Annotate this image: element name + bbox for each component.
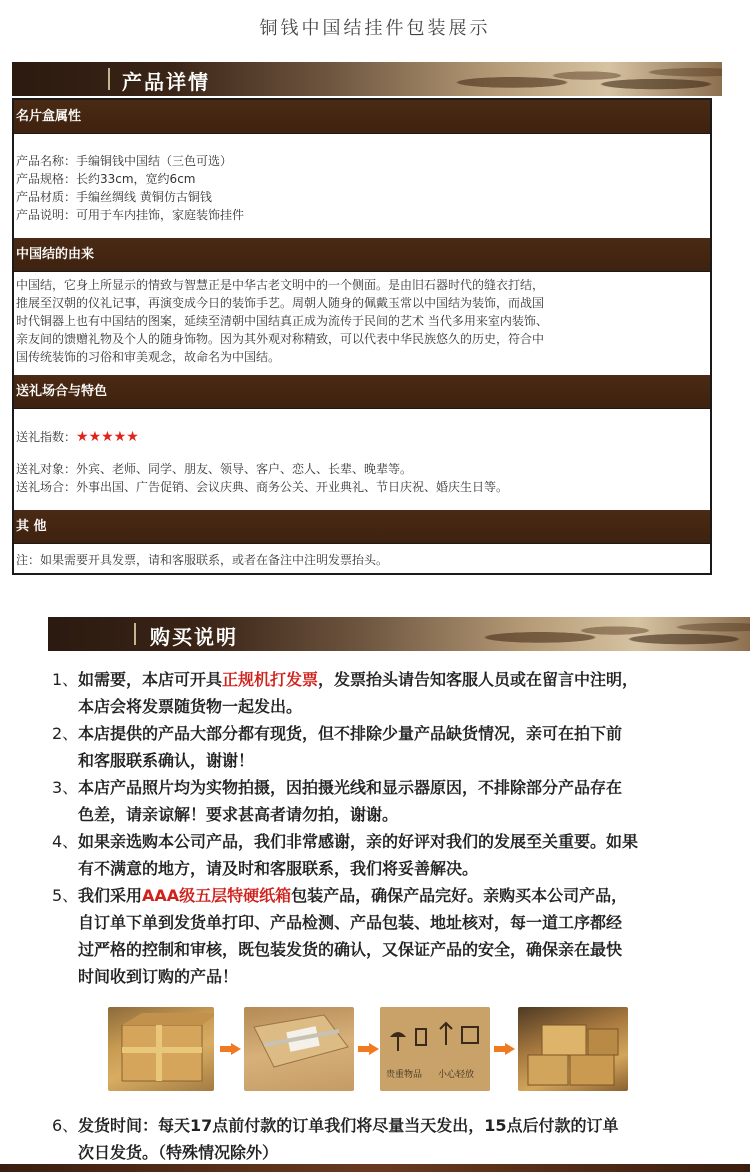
- origin-line: 国传统装饰的习俗和审美观念，故命名为中国结。: [16, 350, 281, 364]
- packaging-photo-strip: [108, 1007, 648, 1091]
- note-number: 6、: [52, 1116, 79, 1135]
- fragile-label: 贵重物品: [386, 1070, 423, 1080]
- other-body: [16, 551, 706, 569]
- origin-line: 中国结，它身上所显示的情致与智慧正是中华古老文明中的一个侧面。是由旧石器时代的缝衣打结，: [16, 278, 545, 292]
- rating-stars-icon: ★★★★★: [76, 429, 139, 445]
- attributes-body: [16, 152, 706, 224]
- invoice-note: 注：如果需要开具发票，请和客服联系，或者在备注中注明发票抬头。: [16, 553, 389, 567]
- note-text: 次日发货。（特殊情况除外）: [78, 1143, 279, 1162]
- gift-line: 送礼场合：外事出国、广告促销、会议庆典、商务公关、开业典礼、节日庆祝、婚庆生日等。: [16, 480, 509, 494]
- note-text: 过严格的控制和审核，既包装发货的确认，又保证产品的安全，确保亲在最快: [78, 940, 623, 959]
- carton-side-photo: [380, 1007, 490, 1091]
- gift-index-row: [16, 428, 706, 446]
- shipping-label-illustration: [244, 1007, 354, 1091]
- purchase-note-3: [52, 774, 732, 828]
- note-text: ，发票抬头请告知客服人员或在留言中注明，: [318, 670, 639, 689]
- banner-decoration: [450, 617, 750, 651]
- gift-index-label: 送礼指数：: [16, 430, 77, 444]
- attr-line: 产品材质：手编丝绸线 黄铜仿古铜钱: [16, 190, 212, 204]
- note-text: 时间收到订购的产品！: [78, 967, 239, 986]
- purchase-note-1: [52, 666, 732, 720]
- arrow-right-icon: [358, 1043, 380, 1055]
- note-text: 本店产品照片均为实物拍摄，因拍摄光线和显示器原因，不排除部分产品存在: [78, 778, 623, 797]
- arrow-right-icon: [220, 1043, 242, 1055]
- note-number: 2、: [52, 724, 79, 743]
- purchase-notes-list-continued: [52, 1112, 732, 1166]
- invoice-highlight: 正规机打发票: [222, 670, 319, 689]
- banner-decoration: [422, 62, 722, 96]
- note-number: 3、: [52, 778, 79, 797]
- origin-line: 推展至汉朝的仪礼记事，再演变成今日的装饰手艺。周朝人随身的佩戴玉常以中国结为装饰，而战国: [16, 296, 545, 310]
- note-text: 和客服联系确认，谢谢！: [78, 751, 255, 770]
- note-number: 4、: [52, 832, 79, 851]
- bottom-border: [0, 1164, 750, 1172]
- note-text: 自订单下单到发货单打印、产品检测、产品包装、地址核对，每一道工序都经: [78, 913, 623, 932]
- section-heading-attributes: 名片盒属性: [14, 100, 710, 134]
- product-detail-banner: [12, 62, 722, 96]
- product-detail-table: [12, 98, 712, 575]
- attr-line: 产品规格：长约33cm，宽约6cm: [16, 172, 196, 186]
- note-number: 1、: [52, 670, 79, 689]
- banner-divider: [134, 623, 136, 645]
- purchase-note-6: [52, 1112, 732, 1166]
- handle-with-care-label: 小心轻放: [438, 1070, 475, 1080]
- carton-highlight: AAA级五层特硬纸箱: [142, 886, 292, 905]
- note-text: 本店提供的产品大部分都有现货，但不排除少量产品缺货情况，亲可在拍下前: [78, 724, 623, 743]
- section-heading-other: 其 他: [14, 510, 710, 544]
- note-number: 5、: [52, 886, 79, 905]
- stacked-boxes-illustration: [518, 1007, 628, 1091]
- page-title: 铜钱中国结挂件包装展示: [259, 18, 491, 39]
- note-text: 包装产品，确保产品完好。亲购买本公司产品，: [291, 886, 628, 905]
- banner-title-purchase: 购买说明: [150, 625, 238, 649]
- stacked-boxes-photo: [518, 1007, 628, 1091]
- section-heading-gift: 送礼场合与特色: [14, 375, 710, 409]
- section-heading-origin: 中国结的由来: [14, 238, 710, 272]
- banner-divider: [108, 68, 110, 90]
- arrow-right-icon: [494, 1043, 516, 1055]
- note-text: 如需要，本店可开具: [78, 670, 223, 689]
- origin-body: [16, 276, 706, 366]
- purchase-notes-list: [52, 666, 732, 990]
- gift-body: [16, 460, 706, 496]
- attr-line: 产品说明：可用于车内挂饰，家庭装饰挂件: [16, 208, 245, 222]
- note-text: 我们采用: [78, 886, 143, 905]
- banner-title-detail: 产品详情: [122, 70, 210, 94]
- taped-box-photo: [108, 1007, 214, 1091]
- gift-line: 送礼对象：外宾、老师、同学、朋友、领导、客户、恋人、长辈、晚辈等。: [16, 462, 413, 476]
- note-text: 有不满意的地方，请及时和客服联系，我们将妥善解决。: [78, 859, 479, 878]
- box-tape-illustration: [108, 1007, 214, 1091]
- note-text: 发货时间：每天17点前付款的订单我们将尽量当天发出，15点后付款的订单: [78, 1116, 619, 1135]
- purchase-note-2: [52, 720, 732, 774]
- purchase-note-4: [52, 828, 732, 882]
- attr-line: 产品名称：手编铜钱中国结（三色可选）: [16, 154, 233, 168]
- origin-line: 亲友间的馈赠礼物及个人的随身饰物。因为其外观对称精致，可以代表中华民族悠久的历史，符合中: [16, 332, 545, 346]
- note-text: 色差，请亲谅解！要求甚高者请勿拍，谢谢。: [78, 805, 399, 824]
- origin-line: 时代铜器上也有中国结的图案，延续至清朝中国结真正成为流传于民间的艺术 当代多用来室内装饰、: [16, 314, 548, 328]
- purchase-info-banner: [48, 617, 750, 651]
- note-text: 如果亲选购本公司产品，我们非常感谢，亲的好评对我们的发展至关重要。如果: [78, 832, 639, 851]
- purchase-note-5: [52, 882, 732, 990]
- labeled-box-photo: [244, 1007, 354, 1091]
- note-text: 本店会将发票随货物一起发出。: [78, 697, 303, 716]
